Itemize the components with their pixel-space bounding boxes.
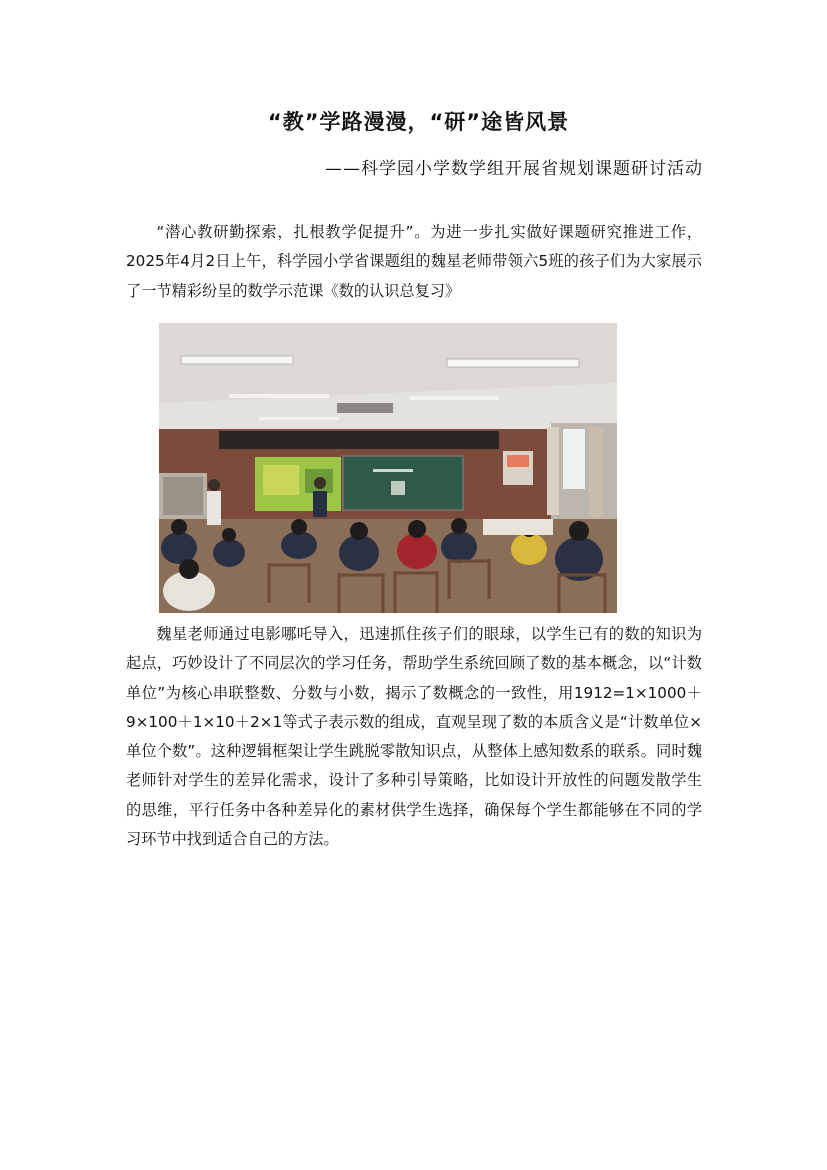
paragraph-intro: “潜心教研勤探索，扎根教学促提升”。为进一步扎实做好课题研究推进工作，2025年4月2日上午，科学园小学省课题组的魏星老师带领六5班的孩子们为大家展示了一节精彩纷呈的数学示范课《数的认识总复习》 (126, 223, 702, 300)
document-subtitle: ——科学园小学数学组开展省规划课题研讨活动 (325, 159, 703, 179)
classroom-photo (159, 323, 617, 613)
paragraph-body: 魏星老师通过电影哪吒导入，迅速抓住孩子们的眼球，以学生已有的数的知识为起点，巧妙设计了不同层次的学习任务，帮助学生系统回顾了数的基本概念，以“计数单位”为核心串联整数、分数与小数，揭示了数概念的一致性，用1912=1×1000＋9×100＋1×10＋2×1等式子表示数的组成，直观呈现了数的本质含义是“计数单位×单位个数”。这种逻辑框架让学生跳脱零散知识点，从整体上感知数系的联系。同时魏老师针对学生的差异化需求，设计了多种引导策略，比如设计开放性的问题发散学生的思维，平行任务中各种差异化的素材供学生选择，确保每个学生都能够在不同的学习环节中找到适合自己的方法。 (126, 625, 702, 849)
document-title: “教”学路漫漫，“研”途皆风景 (267, 110, 570, 134)
